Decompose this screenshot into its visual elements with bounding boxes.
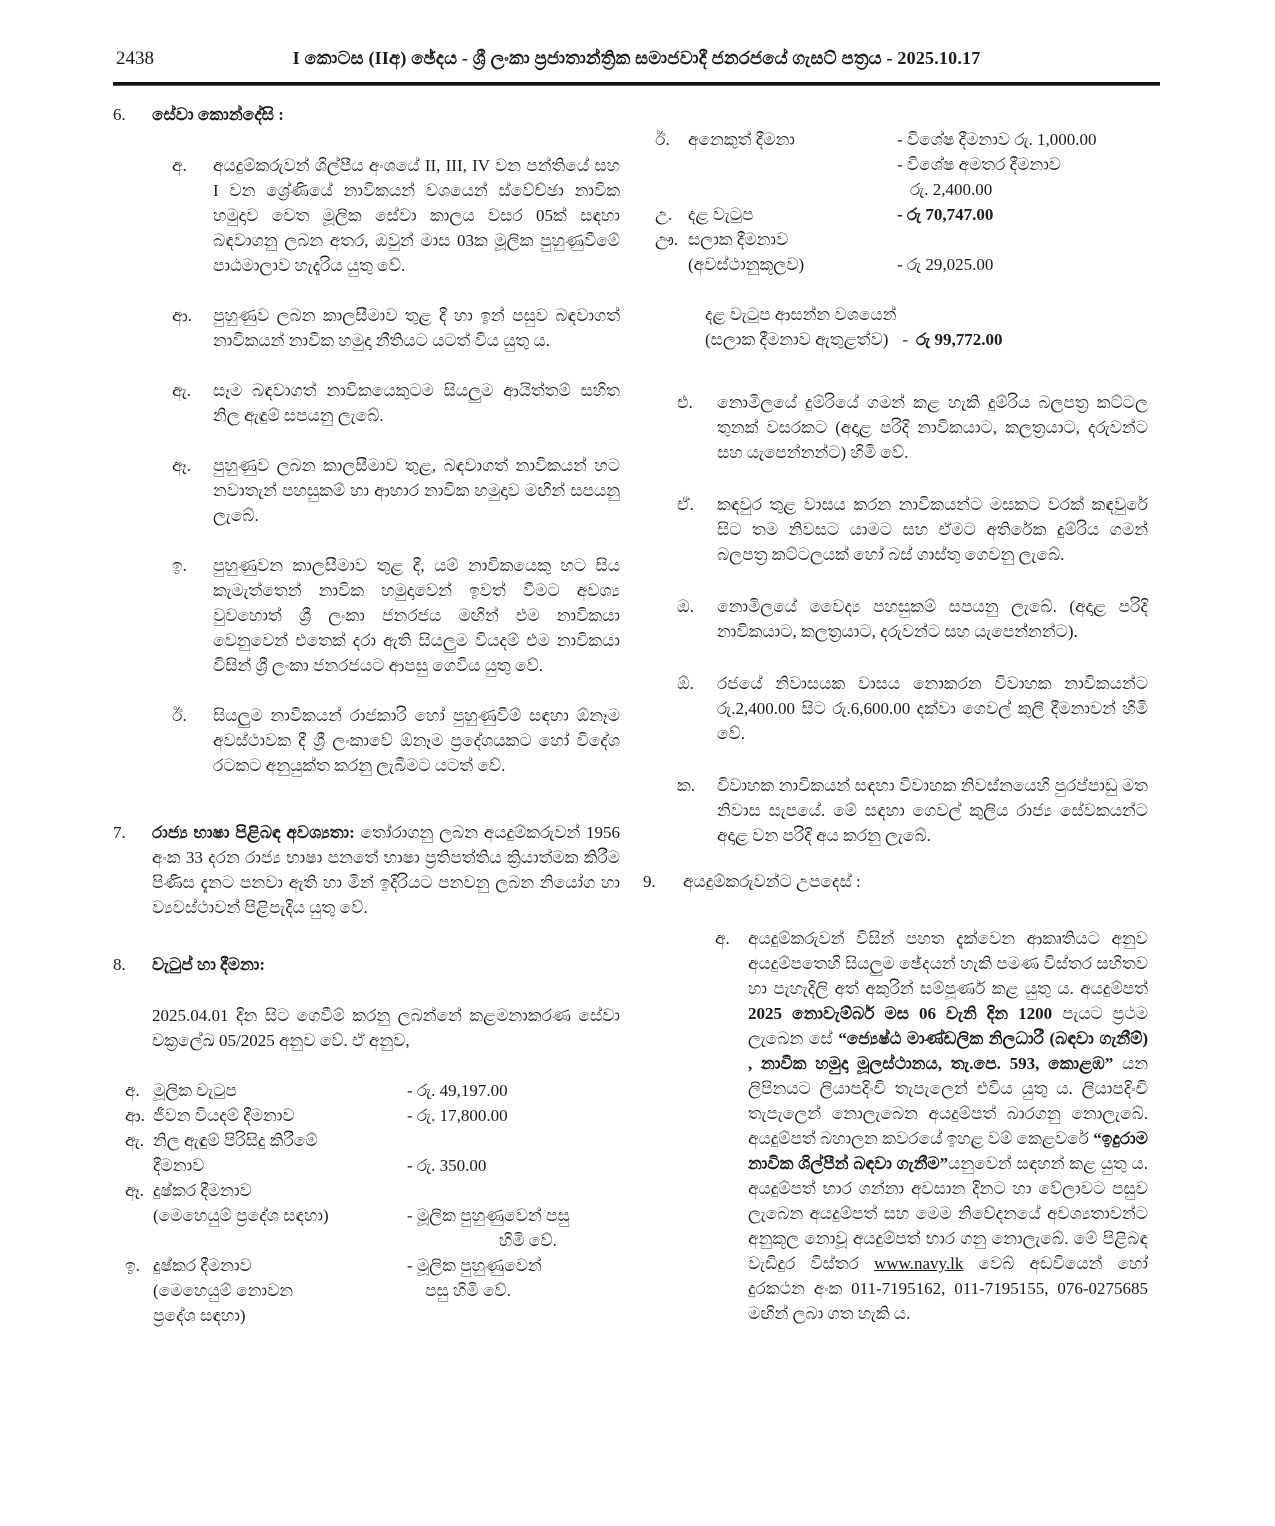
row-letter: ඌ. [655,230,679,249]
section-9-number: 9. [643,872,656,891]
list-item [113,453,620,528]
spacer-cell [897,227,1148,252]
spacer-cell [125,1153,153,1178]
item-letter: ඉ. [172,556,187,575]
row-label: දළ වැටුප [688,205,754,224]
row-label: නිල ඇඳුම් පිරිසිදු කිරීමේ [153,1131,318,1150]
instructions-item [643,926,1148,1326]
section-7-paragraph [152,820,620,920]
spacer-cell [688,152,897,177]
row-value: - රු. 350.00 [407,1156,487,1175]
allowance-row [643,202,1148,227]
list-item [643,390,1148,465]
row-label: (අවස්ථානුකූලව) [688,255,805,274]
list-item [643,671,1148,746]
salary-row-line [125,1303,620,1328]
salary-list [125,1078,620,1328]
row-letter: අ. [125,1081,140,1100]
row-letter: ඊ. [655,130,670,149]
section-7 [113,820,620,920]
row-label: දීමනාව [153,1156,205,1175]
page-header [113,46,1160,72]
section-7-number: 7. [113,823,126,842]
item-text: රජයේ නිවාසයක වාසය නොකරන විවාහක නාවිකයන්ට රු.2,400.00 සිට රු.6,600.00 දක්වා ගෙවල් කුලී දීමනාවන් හිමි වේ. [717,674,1148,743]
section-8-number: 8. [113,955,126,974]
item-letter: ඈ. [172,456,191,475]
spacer-cell [643,152,688,177]
row-value: රු. 2,400.00 [910,180,993,199]
row-value: - රු. 49,197.00 [407,1081,508,1100]
row-label: මූලික වැටුප [153,1081,237,1100]
dash: - [902,330,909,349]
item-text: නොමිලයේ වෛද්‍ය පහසුකම් සපයනු ලැබේ. (අදාළ පරිදි නාවිකයාට, කලත්‍රයාට, දරුවන්ට සහ යැපෙන්නන්ට). [717,597,1148,641]
list-item [643,594,1148,644]
row-label: අනෙකුත් දීමනා [688,130,795,149]
allowance-row [643,227,1148,252]
row-letter: ඉ. [125,1256,140,1275]
row-letter: උ. [655,205,673,224]
item-letter: ඒ. [677,495,694,514]
text-segment: යනුවෙන් සඳහන් කළ යුතු ය. අයදුම්පත් භාර ගන්නා අවසාන දිනට හා වේලාවට පසුව ලැබෙන අයදුම්පත් සහ මෙම නිවේදනයේ අවශ්‍යතාවන්ට අනුකූල නොවූ අයදුම්පත් භාර ගනු නොලැබේ. මේ පිළිබඳ වැඩිදුර විස්තර [748,1154,1148,1273]
spacer-cell [125,1303,153,1328]
spacer-cell [407,1178,620,1203]
section-9-title: අයදුම්කරුවන්ට උපදෙස් : [683,872,861,891]
item-text: පුහුණුව ලබන කාලසීමාව තුළ දී හා ඉන් පසුව බඳවාගත් නාවිකයන් නාවික හමුදා නීතියට යටත් විය යුතු ය. [213,306,620,350]
row-label: දුෂ්කර දීමනාව [153,1256,252,1275]
row-value: - මූලික පුහුණුවෙන් [407,1256,542,1275]
item-letter: ඕ. [677,674,694,693]
allowance-row [643,127,1148,152]
row-value: - විශේෂ දීමනාව රු. 1,000.00 [897,130,1097,149]
row-label: සලාක දීමනාව [688,230,789,249]
row-value: - රු. 17,800.00 [407,1106,508,1125]
bold-text-segment: 2025 නොවැම්බර් මස 06 වැනි දින 1200 [748,1004,1053,1023]
item-letter: අ. [172,156,187,175]
item-text: අයදුම්කරුවන් ශිල්පීය අංශයේ II, III, IV වන පන්තියේ සහ I වන ශ්‍රේණියේ නාවිකයන් වශයෙන් ස්වේච්ඡා නාවික හමුදාව වෙත මූලික සේවා කාලය වසර 05ක් සඳහා බඳවාගනු ලබන අතර, ඔවුන් මාස 03ක මූලික පුහුණුවීමේ පාඨමාලාව හැදෑරිය යුතු වේ. [213,156,620,275]
spacer-cell [643,177,688,202]
list-item [113,378,620,428]
section-6-heading [113,102,620,127]
section-7-text: තෝරාගනු ලබන අයදුම්කරුවන් 1956 අංක 33 දරන රාජ්‍ය භාෂා පනතේ භාෂා ප්‍රතිපත්තිය ක්‍රියාත්මක කිරීම පිණිස දැනට පනවා ඇති හා මින් ඉදිරියට පනවනු ලබන නියෝග හා ව්‍යවස්ථාවන් පිළිපැදිය යුතු වේ. [152,823,621,917]
list-item [643,773,1148,848]
gross-note-line1: දළ වැටුප ආසන්න වශයෙන් [705,305,897,324]
item-letter: අ. [715,929,730,948]
allowance-row-line [643,252,1148,277]
spacer-cell [153,1228,407,1253]
section-9-heading [643,869,1148,894]
row-letter: ආ. [125,1106,145,1125]
item-letter: ක. [677,776,696,795]
instructions-paragraph [748,926,1148,1326]
spacer-cell [125,1228,153,1253]
spacer-cell [688,177,897,202]
item-text: නොමිලයේ දුම්රියේ ගමන් කළ හැකි දුම්රිය බලපත්‍ර කට්ටල තුනක් වසරකට (අදාළ පරිදි නාවිකයාට, කලත්‍රයාට, දරුවන්ට සහ යැපෙන්නන්ට) හිමි වේ. [717,393,1148,462]
item-letter: ඔ. [677,597,694,616]
list-item [113,553,620,678]
row-value: - මූලික පුහුණුවෙන් පසු [407,1206,570,1225]
salary-row [125,1178,620,1203]
header-rule [113,82,1160,86]
row-label: ජීවන වියදම් දීමනාව [153,1106,295,1125]
row-label: දුෂ්කර දීමනාව [153,1181,252,1200]
salary-row [125,1078,620,1103]
item-text: පුහුණුව ලබන කාලසීමාව තුළ, බඳවාගත් නාවිකයන් හට නවාතැන් පහසුකම් හා ආහාර නාවික හමුදාව මඟින් සපයනු ලැබේ. [213,456,620,525]
page-number: 2438 [116,48,154,69]
item-letter: ඊ. [172,706,187,725]
section-8-intro: 2025.04.01 දින සිට ගෙවීම් කරනු ලබන්නේ කළමනාකරණ සේවා චක්‍රලේඛ 05/2025 අනුව වේ. ඒ අනුව, [152,1006,620,1050]
row-value: පසු හිමි වේ. [425,1281,511,1300]
salary-row [125,1103,620,1128]
row-letter: ඇ. [125,1131,145,1150]
salary-row-line [125,1278,620,1303]
section-6-number: 6. [113,105,126,124]
item-text: සෑම බඳවාගත් නාවිකයෙකුටම සියලුම ආයිත්තම් සහිත නිල ඇඳුම් සපයනු ලැබේ. [213,381,620,425]
spacer-cell [407,1128,620,1153]
salary-row [125,1128,620,1153]
spacer-cell [125,1203,153,1228]
item-letter: ඇ. [172,381,192,400]
salary-row-line [125,1228,620,1253]
right-column [643,102,1148,1328]
gazette-title: I කොටස (IIඅ) ඡේදය - ශ්‍රී ලංකා ප්‍රජාතාන්ත්‍රික සමාජවාදී ජනරජයේ ගැසට් පත්‍රය - 2025.10.17 [292,48,981,68]
left-column [113,102,620,1328]
row-letter: ඈ. [125,1181,144,1200]
allowance-row-line [643,177,1148,202]
salary-row-line [125,1153,620,1178]
salary-row [125,1253,620,1278]
bold-text-segment: “ජ්‍යෙෂ්ඨ මාණ්ඩලික නිලධාරී (බඳවා ගැනීම්) , නාවික හමුදා මූලස්ථානය, තැ.පෙ. 593, කොළඹ” [748,1029,1148,1073]
spacer-cell [407,1303,620,1328]
row-label: (මෙහෙයුම් ප්‍රදේශ සඳහා) [153,1206,329,1225]
text-segment: අයදුම්කරුවන් විසින් පහත දැක්වෙන ආකෘතියට අනුව අයදුම්පතෙහි සියලුම ඡේදයන් හැකි පමණ විස්තර සහිතව හා පැහැදිලි අත් අකුරින් සම්පූර්ණ කළ යුතු ය. අයදුම්පත් [748,929,1148,998]
allowance-list [643,127,1148,277]
section-7-title: රාජ්‍ය භාෂා පිළිබඳ අවශ්‍යතා: [152,823,355,842]
item-text: සියලුම නාවිකයන් රාජකාරි හෝ පුහුණුවීම් සඳහා ඕනෑම අවස්ථාවක දී ශ්‍රී ලංකාවේ ඕනෑම ප්‍රදේශයකට හෝ විදේශ රටකට අනුයුක්ත කරනු ලැබීමට යටත් වේ. [213,706,620,775]
row-label: (මෙහෙයුම් නොවන [153,1281,294,1300]
section-8-heading [113,952,620,977]
allowance-row-line [643,152,1148,177]
item-letter: ආ. [172,306,192,325]
content-columns [113,102,1160,1328]
text-segment: යන ලිපිනයට ලියාපදිංචි තැපැලෙන් එවිය යුතු ය. ලියාපදිංචි තැපැලෙන් නොලැබෙන අයදුම්පත් බාරගනු නොලැබේ. අයදුම්පත් බහාලන කවරයේ ඉහළ වම් කෙළවරේ [748,1054,1149,1148]
spacer-cell [125,1278,153,1303]
gross-total-value: රු 99,772.00 [916,330,1003,349]
item-text: විවාහක නාවිකයන් සඳහා විවාහක නිවස්නයෙහි පුරප්පාඩු මත නිවාස සැපයේ. මේ සඳහා ගෙවල් කුලිය රාජ්‍ය සේවකයන්ට අදාළ වන පරිදි අය කරනු ලැබේ. [717,776,1148,845]
row-label: ප්‍රදේශ සඳහා) [153,1306,246,1325]
list-item [113,153,620,278]
gross-pay-note [643,302,1148,352]
gross-note-label: (සලාක දීමනාව ඇතුළත්ව) [705,330,889,349]
item-text: පුහුණුවන කාලසීමාව තුළ දී, යම් නාවිකයෙකු හට සිය කැමැත්තෙන් නාවික හමුදාවෙන් ඉවත් වීමට අවශ්‍ය වුවහොත් ශ්‍රී ලංකා ජනරජය මඟින් එම නාවිකයා වෙනුවෙන් එතෙක් දරා ඇති සියලුම වියදම් එම නාවිකයා විසින් ශ්‍රී ලංකා ජනරජයට ආපසු ගෙවිය යුතු වේ. [213,556,620,675]
row-value: - රු 29,025.00 [897,255,994,274]
list-item [113,703,620,778]
list-item [113,303,620,353]
spacer-cell [643,252,688,277]
item-letter: එ. [677,393,693,412]
text-segment: පැයට ප්‍රථම ලැබෙන සේ [748,1004,1148,1048]
item-text: කඳවුර තුළ වාසය කරන නාවිකයන්ට මසකට වරක් කඳවුරේ සිට තම නිවසට යාමට සහ ඒමට අතිරේක දුම්රිය ගමන් බලපත්‍ර කට්ටලයක් හෝ බස් ගාස්තු ගෙවනු ලැබේ. [717,495,1148,564]
gross-salary-value: - රු 70,747.00 [897,205,994,224]
row-value: - විශේෂ අමතර දීමනාව [897,155,1062,174]
gross-note-line2 [705,327,1148,352]
bold-text-segment: “ඉදුරාම නාවික ශිල්පීන් බඳවා ගැනීම” [748,1129,1148,1173]
row-value: හිමි වේ. [499,1231,557,1250]
section-6-title: සේවා කොන්දේසි : [152,105,284,124]
salary-row-line [125,1203,620,1228]
navy-website-link[interactable]: www.navy.lk [874,1254,964,1273]
section-8-title: වැටුප් හා දීමනා: [152,955,265,974]
list-item [643,492,1148,567]
text-segment: වෙබ් අඩවියෙන් හෝ දුරකථන අංක 011-7195162, 011-7195155, 076-0275685 මඟින් ලබා ගත හැකි ය. [748,1254,1148,1323]
